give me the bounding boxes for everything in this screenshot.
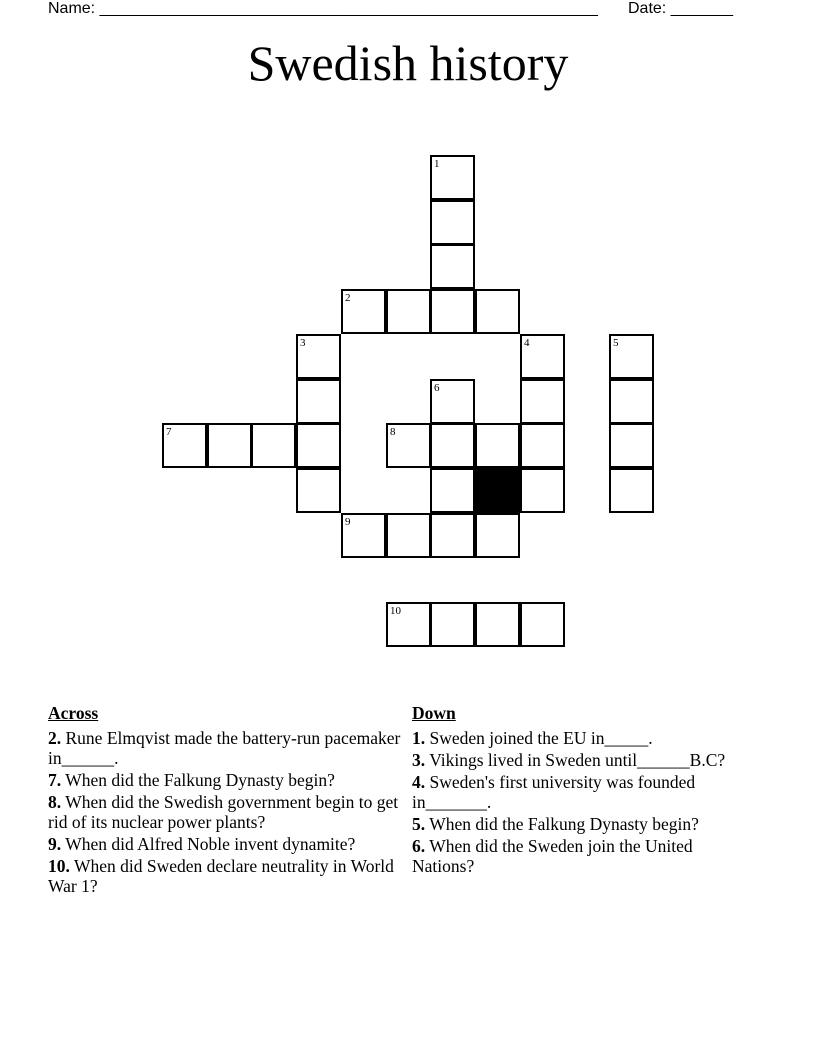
- grid-cell[interactable]: [296, 379, 341, 424]
- grid-cell[interactable]: [430, 513, 475, 558]
- clue-number: 7.: [48, 770, 62, 790]
- clue-number: 3.: [412, 750, 426, 770]
- page-title: Swedish history: [247, 35, 569, 91]
- grid-cell[interactable]: [520, 423, 565, 468]
- grid-cell[interactable]: [430, 244, 475, 289]
- clue-number-label: 3: [300, 337, 306, 349]
- grid-cell[interactable]: [341, 513, 386, 558]
- clue-text: When did Sweden declare neutrality in World War 1?: [48, 856, 394, 896]
- clue-across-8: [48, 792, 408, 832]
- grid-cell[interactable]: [430, 602, 475, 647]
- clue-text: When did Alfred Noble invent dynamite?: [65, 834, 356, 854]
- clue-down-1: [412, 728, 752, 748]
- clue-number: 2.: [48, 728, 62, 748]
- clue-down-3: [412, 750, 752, 770]
- grid-cell[interactable]: [296, 468, 341, 513]
- grid-cell[interactable]: [341, 289, 386, 334]
- grid-cell[interactable]: [430, 379, 475, 424]
- clue-across-2: [48, 728, 408, 768]
- grid-cell[interactable]: [520, 602, 565, 647]
- clue-text: Sweden joined the EU in_____.: [429, 728, 653, 748]
- grid-cell[interactable]: [609, 334, 654, 379]
- down-clues: [412, 702, 752, 878]
- clue-text: When did the Falkung Dynasty begin?: [65, 770, 335, 790]
- clue-number: 6.: [412, 836, 426, 856]
- clue-number-label: 2: [345, 292, 351, 304]
- clue-text: When did the Falkung Dynasty begin?: [429, 814, 699, 834]
- clue-down-6: [412, 836, 752, 876]
- grid-cell[interactable]: [430, 200, 475, 245]
- clue-text: Rune Elmqvist made the battery-run pacemaker in______.: [48, 728, 401, 768]
- clue-number: 4.: [412, 772, 426, 792]
- clue-number: 10.: [48, 856, 70, 876]
- name-field-label: Name: ________________________________________________________: [48, 0, 598, 17]
- clue-number-label: 1: [434, 158, 440, 170]
- clue-number-label: 9: [345, 516, 351, 528]
- clue-across-9: [48, 834, 408, 854]
- clue-down-4: [412, 772, 752, 812]
- clue-text: When did the Sweden join the United Nations?: [412, 836, 693, 876]
- clue-text: Vikings lived in Sweden until______B.C?: [429, 750, 726, 770]
- grid-cell[interactable]: [386, 513, 431, 558]
- grid-cell[interactable]: [520, 334, 565, 379]
- grid-cell[interactable]: [296, 423, 341, 468]
- date-field-label: Date: _______: [628, 0, 733, 17]
- clue-text: When did the Swedish government begin to get rid of its nuclear power plants?: [48, 792, 399, 832]
- clue-number-label: 7: [166, 426, 172, 438]
- black-square: [475, 468, 520, 513]
- grid-cell[interactable]: [430, 423, 475, 468]
- clue-text: Sweden's first university was founded in_______.: [412, 772, 696, 812]
- clue-number-label: 10: [390, 605, 401, 617]
- across-heading: Across: [48, 703, 99, 723]
- grid-cell[interactable]: [475, 289, 520, 334]
- grid-cell[interactable]: [475, 423, 520, 468]
- clue-number-label: 4: [524, 337, 530, 349]
- grid-cell[interactable]: [251, 423, 296, 468]
- grid-cell[interactable]: [475, 513, 520, 558]
- clue-across-10: [48, 856, 408, 896]
- grid-cell[interactable]: [162, 423, 207, 468]
- grid-cell[interactable]: [430, 289, 475, 334]
- grid-cell[interactable]: [609, 379, 654, 424]
- grid-cell[interactable]: [207, 423, 252, 468]
- grid-cell[interactable]: [296, 334, 341, 379]
- clue-number-label: 5: [613, 337, 619, 349]
- grid-cell[interactable]: [386, 289, 431, 334]
- clue-number: 1.: [412, 728, 426, 748]
- clue-down-5: [412, 814, 752, 834]
- grid-cell[interactable]: [430, 155, 475, 200]
- grid-cell[interactable]: [430, 468, 475, 513]
- grid-cell[interactable]: [475, 602, 520, 647]
- clue-number: 5.: [412, 814, 426, 834]
- clue-number: 8.: [48, 792, 62, 812]
- grid-cell[interactable]: [609, 423, 654, 468]
- clue-number-label: 6: [434, 382, 440, 394]
- grid-cell[interactable]: [520, 468, 565, 513]
- grid-cell[interactable]: [520, 379, 565, 424]
- down-heading: Down: [412, 703, 456, 723]
- across-clues: [48, 702, 408, 898]
- grid-cell[interactable]: [386, 602, 431, 647]
- grid-cell[interactable]: [386, 423, 431, 468]
- clue-number-label: 8: [390, 426, 396, 438]
- clue-across-7: [48, 770, 408, 790]
- grid-cell[interactable]: [609, 468, 654, 513]
- clue-number: 9.: [48, 834, 62, 854]
